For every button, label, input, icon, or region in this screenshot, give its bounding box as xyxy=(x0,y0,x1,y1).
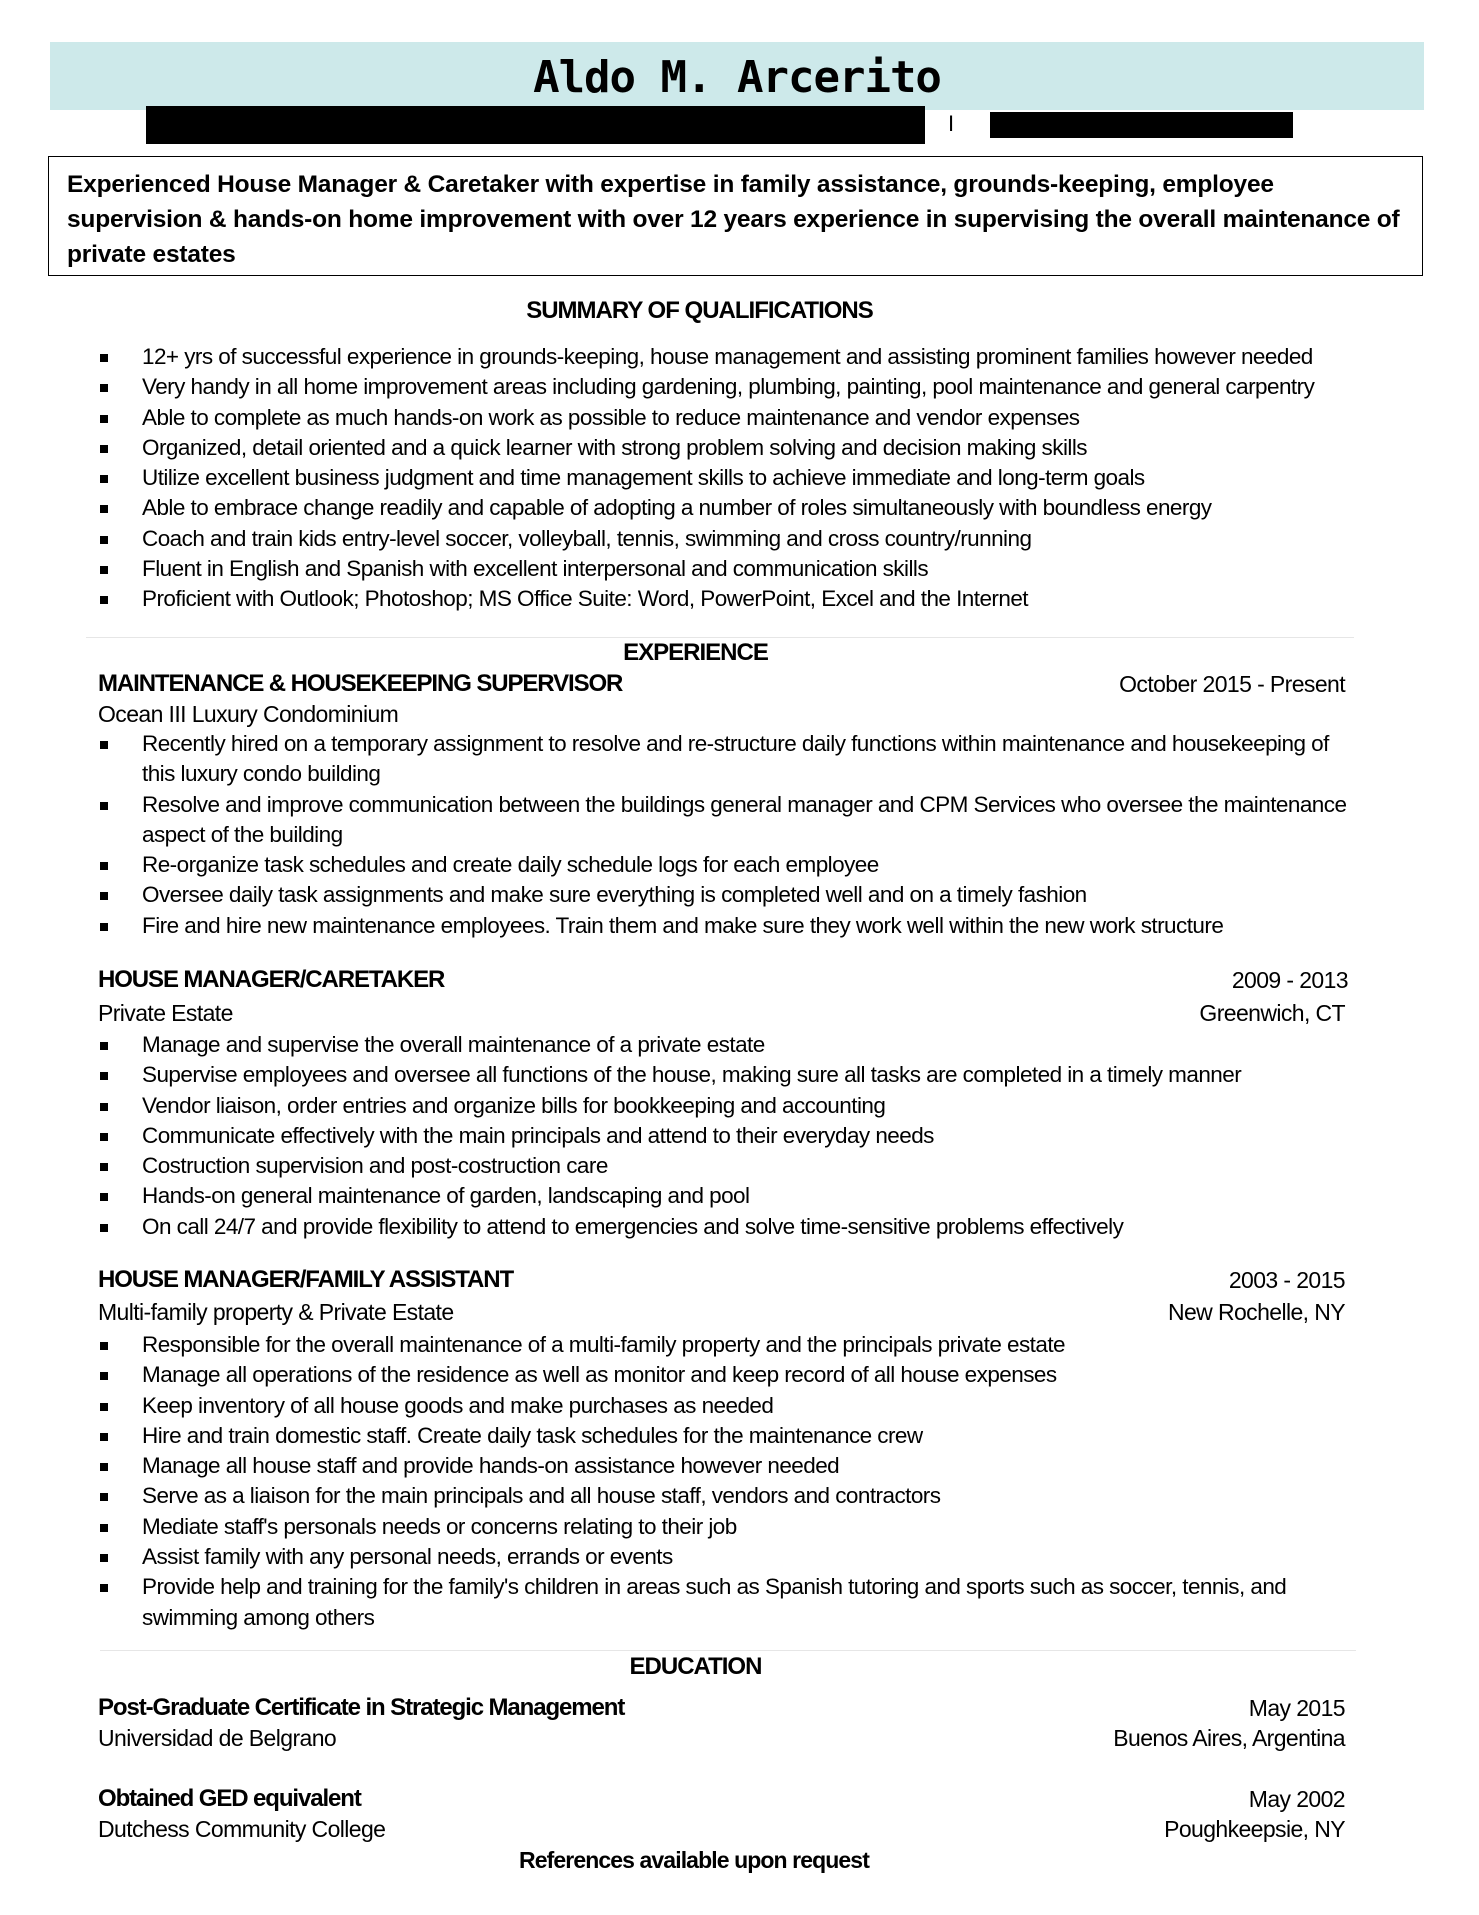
education-date: May 2015 xyxy=(1248,1695,1345,1721)
list-item: Mediate staff's personals needs or concerns relating to their job xyxy=(100,1512,1360,1542)
education-location: Buenos Aires, Argentina xyxy=(1113,1725,1345,1751)
name-banner xyxy=(50,42,1424,110)
list-item: Re-organize task schedules and create daily schedule logs for each employee xyxy=(100,850,1360,880)
bullet-square-icon xyxy=(100,741,108,749)
bullet-square-icon xyxy=(100,1163,108,1171)
list-item: Able to complete as much hands-on work as possible to reduce maintenance and vendor expenses xyxy=(100,403,1360,433)
education-school-row xyxy=(98,1814,1345,1844)
job-duties-list xyxy=(100,1330,1360,1633)
education-degree-row xyxy=(98,1784,1345,1814)
education-school: Dutchess Community College xyxy=(98,1816,386,1842)
bullet-square-icon xyxy=(100,1493,108,1501)
bullet-square-icon xyxy=(100,505,108,513)
bullet-square-icon xyxy=(100,1584,108,1592)
bullet-square-icon xyxy=(100,923,108,931)
job-title: HOUSE MANAGER/FAMILY ASSISTANT xyxy=(98,1266,514,1293)
education-date: May 2002 xyxy=(1248,1786,1345,1812)
job-dates: 2009 - 2013 xyxy=(1231,967,1348,993)
bullet-square-icon xyxy=(100,1342,108,1350)
bullet-square-icon xyxy=(100,1433,108,1441)
job-title: HOUSE MANAGER/CARETAKER xyxy=(98,966,445,993)
list-item: Manage all operations of the residence as well as monitor and keep record of all house expenses xyxy=(100,1360,1360,1390)
job-location: New Rochelle, NY xyxy=(1167,1299,1345,1325)
job-location: Greenwich, CT xyxy=(1199,1000,1345,1026)
bullet-square-icon xyxy=(100,354,108,362)
list-item: Oversee daily task assignments and make sure everything is completed well and on a timely fashion xyxy=(100,880,1360,910)
bullet-square-icon xyxy=(100,1403,108,1411)
job-dates: 2003 - 2015 xyxy=(1228,1267,1345,1293)
bullet-square-icon xyxy=(100,892,108,900)
list-item: Manage all house staff and provide hands-on assistance however needed xyxy=(100,1451,1360,1481)
bullet-square-icon xyxy=(100,1524,108,1532)
education-degree: Obtained GED equivalent xyxy=(98,1785,361,1812)
qualifications-list xyxy=(100,342,1360,615)
job-title: MAINTENANCE & HOUSEKEEPING SUPERVISOR xyxy=(98,670,623,697)
bullet-square-icon xyxy=(100,1372,108,1380)
list-item: 12+ yrs of successful experience in grounds-keeping, house management and assisting prominent families however needed xyxy=(100,342,1360,372)
list-item: Recently hired on a temporary assignment to resolve and re-structure daily functions within maintenance and housekeeping of this luxury condo building xyxy=(100,729,1360,790)
list-item: Resolve and improve communication between the buildings general manager and CPM Services who oversee the maintenance aspect of the building xyxy=(100,790,1360,851)
job-employer-row xyxy=(98,998,1345,1028)
list-item: Utilize excellent business judgment and time management skills to achieve immediate and long-term goals xyxy=(100,463,1360,493)
education-degree-row xyxy=(98,1693,1345,1723)
job-employer: Multi-family property & Private Estate xyxy=(98,1299,454,1325)
list-item: Proficient with Outlook; Photoshop; MS Office Suite: Word, PowerPoint, Excel and the Internet xyxy=(100,584,1360,614)
bullet-square-icon xyxy=(100,1042,108,1050)
redacted-contact-info xyxy=(146,106,925,144)
education-location: Poughkeepsie, NY xyxy=(1164,1816,1345,1842)
job-employer-row xyxy=(98,1297,1345,1327)
bullet-square-icon xyxy=(100,536,108,544)
bullet-square-icon xyxy=(100,596,108,604)
list-item: Manage and supervise the overall maintenance of a private estate xyxy=(100,1030,1360,1060)
bullet-square-icon xyxy=(100,1463,108,1471)
list-item: Very handy in all home improvement areas including gardening, plumbing, painting, pool maintenance and general carpentry xyxy=(100,372,1360,402)
list-item: Serve as a liaison for the main principals and all house staff, vendors and contractors xyxy=(100,1481,1360,1511)
list-item: Coach and train kids entry-level soccer, volleyball, tennis, swimming and cross country/running xyxy=(100,524,1360,554)
redacted-contact-info-secondary xyxy=(990,112,1293,138)
job-dates: October 2015 - Present xyxy=(1119,671,1345,697)
education-degree: Post-Graduate Certificate in Strategic Management xyxy=(98,1694,625,1721)
list-item: Costruction supervision and post-costruction care xyxy=(100,1151,1360,1181)
list-item: Able to embrace change readily and capable of adopting a number of roles simultaneously with boundless energy xyxy=(100,493,1360,523)
bullet-square-icon xyxy=(100,566,108,574)
bullet-square-icon xyxy=(100,384,108,392)
bullet-square-icon xyxy=(100,1133,108,1141)
bullet-square-icon xyxy=(100,475,108,483)
job-header-row xyxy=(98,1265,1345,1295)
job-employer-row xyxy=(98,699,1345,729)
job-duties-list xyxy=(100,1030,1360,1242)
job-duties-list xyxy=(100,729,1360,941)
bullet-square-icon xyxy=(100,1072,108,1080)
qualifications-heading: SUMMARY OF QUALIFICATIONS xyxy=(526,297,873,324)
education-heading: EDUCATION xyxy=(629,1653,762,1680)
list-item: Hire and train domestic staff. Create daily task schedules for the maintenance crew xyxy=(100,1421,1360,1451)
list-item: Assist family with any personal needs, errands or events xyxy=(100,1542,1360,1572)
experience-heading: EXPERIENCE xyxy=(623,639,768,666)
list-item: Provide help and training for the family's children in areas such as Spanish tutoring and sports such as soccer, tennis, and swimming among others xyxy=(100,1572,1360,1633)
list-item: On call 24/7 and provide flexibility to attend to emergencies and solve time-sensitive problems effectively xyxy=(100,1212,1360,1242)
job-header-row xyxy=(98,965,1348,995)
education-school-row xyxy=(98,1723,1345,1753)
references-note: References available upon request xyxy=(519,1847,869,1873)
job-employer: Ocean III Luxury Condominium xyxy=(98,701,399,727)
education-school: Universidad de Belgrano xyxy=(98,1725,337,1751)
list-item: Organized, detail oriented and a quick learner with strong problem solving and decision making skills xyxy=(100,433,1360,463)
bullet-square-icon xyxy=(100,802,108,810)
job-employer: Private Estate xyxy=(98,1000,233,1026)
bullet-square-icon xyxy=(100,445,108,453)
bullet-square-icon xyxy=(100,1103,108,1111)
list-item: Keep inventory of all house goods and make purchases as needed xyxy=(100,1391,1360,1421)
list-item: Supervise employees and oversee all functions of the house, making sure all tasks are completed in a timely manner xyxy=(100,1060,1360,1090)
list-item: Vendor liaison, order entries and organize bills for bookkeeping and accounting xyxy=(100,1091,1360,1121)
bullet-square-icon xyxy=(100,862,108,870)
list-item: Communicate effectively with the main principals and attend to their everyday needs xyxy=(100,1121,1360,1151)
candidate-name: Aldo M. Arcerito xyxy=(533,52,941,103)
bullet-square-icon xyxy=(100,415,108,423)
contact-separator: I xyxy=(948,111,955,136)
list-item: Fire and hire new maintenance employees. Train them and make sure they work well within the new work structure xyxy=(100,911,1360,941)
professional-summary-text: Experienced House Manager & Caretaker with expertise in family assistance, grounds-keeping, employee supervision & hands-on home improvement with over 12 years experience in supervising the overall maintenance of private estates xyxy=(67,171,1400,268)
bullet-square-icon xyxy=(100,1554,108,1562)
professional-summary-box xyxy=(48,156,1423,276)
section-divider xyxy=(100,1650,1356,1651)
list-item: Fluent in English and Spanish with excellent interpersonal and communication skills xyxy=(100,554,1360,584)
job-header-row xyxy=(98,669,1345,699)
list-item: Hands-on general maintenance of garden, landscaping and pool xyxy=(100,1181,1360,1211)
list-item: Responsible for the overall maintenance of a multi-family property and the principals private estate xyxy=(100,1330,1360,1360)
bullet-square-icon xyxy=(100,1193,108,1201)
bullet-square-icon xyxy=(100,1224,108,1232)
